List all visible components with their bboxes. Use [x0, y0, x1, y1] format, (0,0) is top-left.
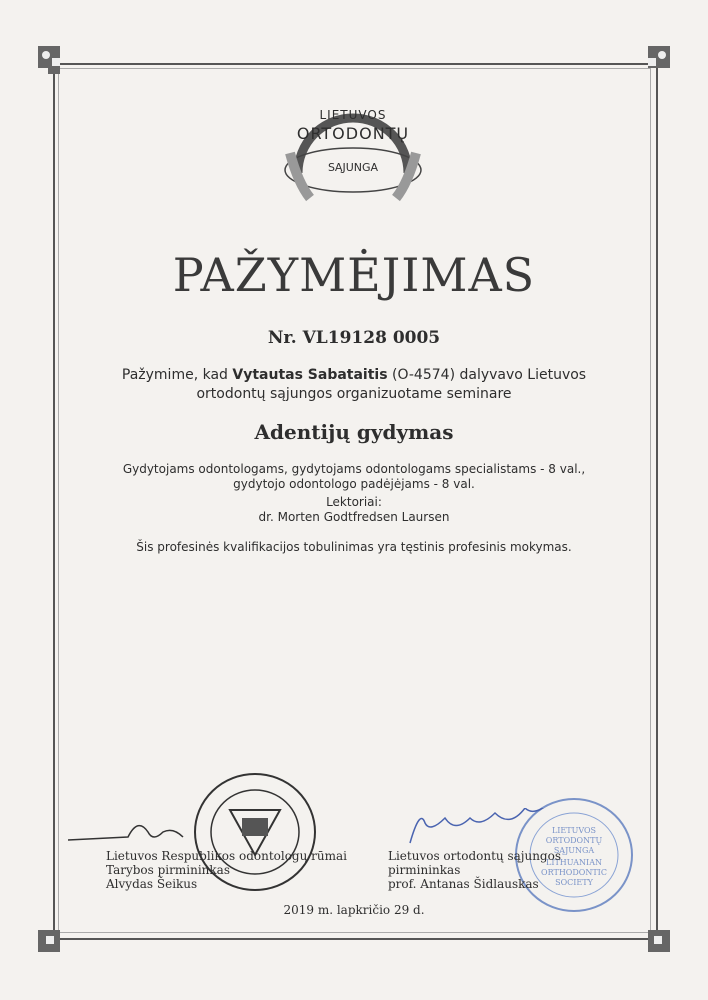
corner-ornament-icon [38, 46, 70, 78]
intro-text [0, 366, 708, 404]
issue-date: 2019 m. lapkričio 29 d. [283, 903, 425, 917]
corner-ornament-icon [638, 46, 670, 78]
left-signatory [106, 849, 347, 891]
audience-line-2: gydytojo odontologo padėjėjams - 8 val. [233, 477, 475, 491]
svg-text:ORTHODONTIC: ORTHODONTIC [541, 868, 607, 877]
left-signatory-name: Alvydas Šeikus [106, 877, 198, 891]
participant-name: Vytautas Sabataitis [232, 367, 388, 383]
qualification-statement: Šis profesinės kvalifikacijos tobulinimas yra tęstinis profesinis mokymas. [136, 540, 572, 554]
left-signature [68, 815, 188, 850]
lecturer-name: dr. Morten Godtfredsen Laursen [258, 510, 450, 524]
right-signatory-role: pirmininkas [388, 863, 461, 877]
svg-text:SĄJUNGA: SĄJUNGA [553, 846, 595, 855]
certificate-number: Nr. VL19128 0005 [267, 328, 441, 348]
right-signatory-name: prof. Antanas Šidlauskas [388, 877, 539, 891]
intro-after: (O-4574) dalyvavo Lietuvos [387, 367, 587, 383]
svg-text:LIETUVOS: LIETUVOS [551, 826, 597, 835]
certificate-title: PAŽYMĖJIMAS [172, 248, 536, 302]
intro-before: Pažymime, kad [121, 367, 233, 383]
lecturers-label: Lektoriai: [326, 495, 382, 509]
logo-line-3: SĄJUNGA [327, 161, 379, 174]
logo-line-2: ORTODONTŲ [296, 124, 410, 143]
corner-ornament-icon [38, 920, 70, 952]
intro-line-2: ortodontų sąjungos organizuotame seminare [196, 386, 512, 402]
society-logo [278, 88, 428, 208]
right-signature [405, 808, 565, 848]
right-signatory-org: Lietuvos ortodontų sąjungos [388, 849, 561, 863]
svg-text:ORTODONTŲ: ORTODONTŲ [545, 836, 603, 845]
left-signatory-org: Lietuvos Respublikos odontologų rūmai [106, 849, 347, 863]
right-signatory [388, 849, 561, 891]
audience-line-1: Gydytojams odontologams, gydytojams odontologams specialistams - 8 val., [122, 462, 586, 476]
seminar-title: Adentijų gydymas [254, 420, 454, 444]
svg-text:SOCIETY: SOCIETY [555, 878, 593, 887]
logo-line-1: LIETUVOS [319, 108, 387, 122]
svg-text:LITHUANIAN: LITHUANIAN [546, 858, 602, 867]
left-signatory-role: Tarybos pirmininkas [106, 863, 230, 877]
corner-ornament-icon [638, 920, 670, 952]
